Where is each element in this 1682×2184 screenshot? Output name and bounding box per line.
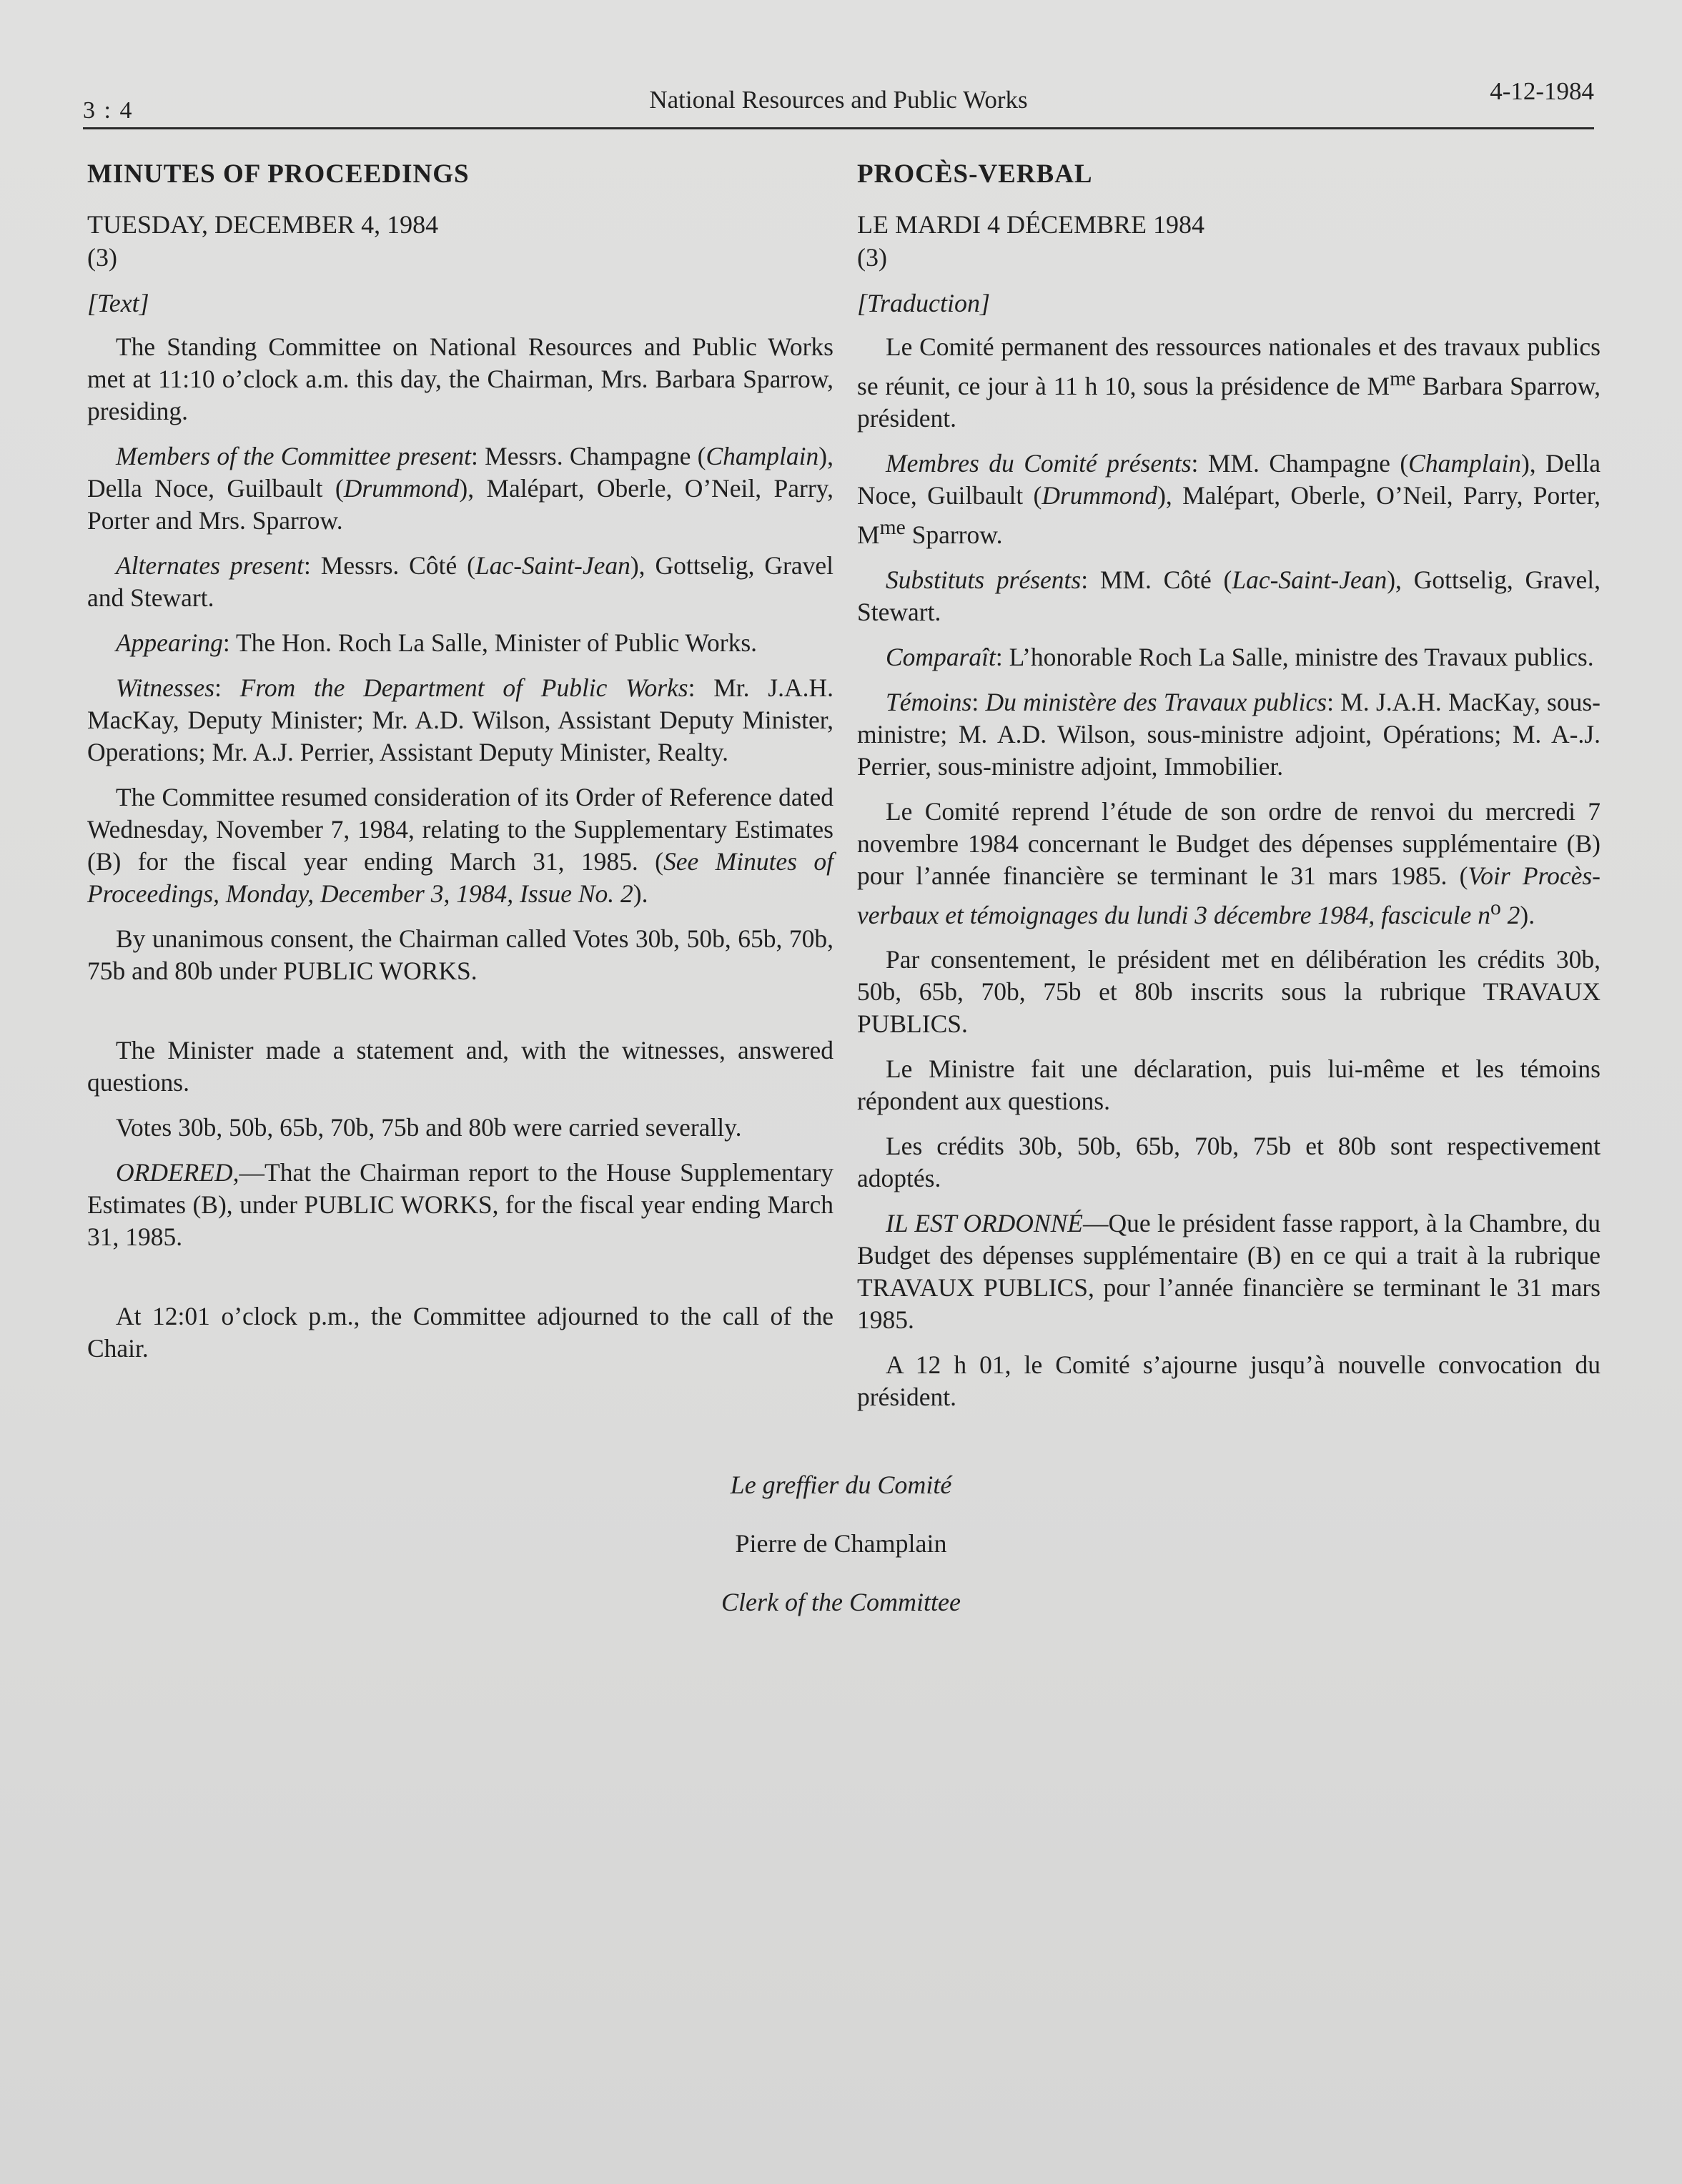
translation-tag: [Traduction] (857, 289, 991, 317)
statement-paragraph-fr: Le Ministre fait une déclaration, puis lui-même et les témoins répondent aux questions. (857, 1054, 1601, 1116)
opening-paragraph-fr (857, 331, 1601, 435)
text-run: ), Malépart, Oberle, O’Neil, Parry, Porter and Mrs. Sparrow. (87, 474, 833, 535)
ordered-paragraph (87, 1157, 833, 1253)
members-paragraph (87, 440, 833, 537)
alternates-label: Alternates present (116, 551, 305, 580)
text-run: : The Hon. Roch La Salle, Minister of Public Works. (222, 628, 758, 657)
text-run: : MM. Champagne ( (1191, 448, 1409, 478)
cross-reference: See Minutes of Proceedings, Monday, December 3, 1984, Issue No. 2 (87, 847, 834, 908)
witnesses-paragraph (87, 672, 833, 769)
page-header (83, 77, 1594, 129)
votes-called-paragraph: By unanimous consent, the Chairman called Votes 30b, 50b, 65b, 70b, 75b and 80b under PUBLIC WORKS. (87, 924, 833, 985)
riding-name: Lac-Saint-Jean (475, 551, 630, 580)
riding-name: Drummond (1042, 480, 1158, 510)
riding-name: Drummond (343, 474, 460, 503)
text-run: : Messrs. Champagne ( (471, 442, 706, 470)
opening-paragraph: The Standing Committee on National Resources and Public Works met at 11:10 o’clock a.m. this day, the Chairman, Mrs. Barbara Sparrow, presiding. (87, 332, 833, 425)
substitutes-paragraph-fr (857, 564, 1601, 628)
text-run: ), Della Noce, Guilbault ( (87, 442, 833, 503)
statement-paragraph: The Minister made a statement and, with the witnesses, answered questions. (87, 1036, 833, 1097)
english-column (87, 159, 833, 1378)
clerk-title-fr: Le greffier du Comité (730, 1471, 952, 1499)
french-column (857, 159, 1601, 1426)
page-number: 3 : 4 (83, 97, 134, 124)
text-run: —That the Chairman report to the House Supplementary Estimates (B), under PUBLIC WORKS, for the fiscal year ending March 31, 1985. (87, 1158, 833, 1251)
cross-reference: 2 (1500, 900, 1520, 929)
witnesses-label-fr: Témoins (886, 687, 972, 716)
text-tag: [Text] (87, 289, 149, 317)
text-run: —Que le président fasse rapport, à la Chambre, du Budget des dépenses supplémentaire (B) en ce qui a trait à la rubrique TRAVAUX PUBLICS, pour l’année financière se terminant le 31 mars 1985. (857, 1209, 1601, 1335)
signature-block (0, 1469, 1682, 1645)
ordered-paragraph-fr (857, 1207, 1601, 1336)
text-run: The Committee resumed consideration of its Order of Reference dated Wednesday, November 7, 1984, relating to the Supplementary Estimates (B) for the fiscal year ending March 31, 1985. ( (87, 783, 833, 876)
text-run: Le Comité permanent des ressources nationales et des travaux publics se réunit, ce jour à 11 h 10, sous la présidence de M (857, 332, 1601, 400)
riding-name: Champlain (1408, 448, 1521, 478)
text-run: : (971, 687, 986, 716)
appearing-paragraph-fr (857, 641, 1601, 673)
text-run: Le Comité reprend l’étude de son ordre de renvoi du mercredi 7 novembre 1984 concernant le Budget des dépenses supplémentaire (B) pour l’année financière se terminant le 31 mars 1985. ( (857, 796, 1601, 890)
meeting-date: TUESDAY, DECEMBER 4, 1984 (87, 210, 439, 239)
appearing-paragraph (87, 627, 833, 659)
text-run: : L’honorable Roch La Salle, ministre des Travaux publics. (995, 642, 1594, 671)
members-label: Members of the Committee present (116, 442, 472, 470)
adjournment-paragraph: At 12:01 o’clock p.m., the Committee adjourned to the call of the Chair. (87, 1302, 833, 1363)
text-run: ), Gottselig, Gravel and Stewart. (87, 551, 833, 612)
header-date: 4-12-1984 (1490, 77, 1594, 105)
meeting-number: (3) (87, 243, 117, 272)
text-run: : M. J.A.H. MacKay, sous-ministre; M. A.D. Wilson, sous-ministre adjoint, Opérations; M. A-.J. Perrier, sous-ministre adjoint, Immobilier. (857, 687, 1601, 781)
clerk-title-en: Clerk of the Committee (721, 1588, 961, 1616)
superscript: me (879, 515, 906, 539)
text-run: ), Della Noce, Guilbault ( (857, 448, 1601, 510)
text-run: : (214, 673, 240, 702)
text-run: : Mr. J.A.H. MacKay, Deputy Minister; Mr. A.D. Wilson, Assistant Deputy Minister, Operations; Mr. A.J. Perrier, Assistant Deputy Minister, Realty. (87, 673, 833, 766)
text-run: ). (1520, 900, 1535, 929)
order-of-reference-paragraph-fr (857, 796, 1601, 932)
proces-verbal-heading: PROCÈS-VERBAL (857, 159, 1093, 189)
votes-carried-paragraph-fr: Les crédits 30b, 50b, 65b, 70b, 75b et 80b sont respectivement adoptés. (857, 1132, 1601, 1193)
meeting-date-fr: LE MARDI 4 DÉCEMBRE 1984 (857, 210, 1204, 239)
riding-name: Lac-Saint-Jean (1232, 565, 1387, 594)
superscript: me (1390, 367, 1416, 390)
text-run: : MM. Côté ( (1081, 565, 1232, 594)
ordered-label: ORDERED, (116, 1158, 239, 1187)
witnesses-paragraph-fr (857, 686, 1601, 783)
substitutes-label-fr: Substituts présents (886, 565, 1082, 594)
votes-called-paragraph-fr: Par consentement, le président met en délibération les crédits 30b, 50b, 65b, 70b, 75b et 80b inscrits sous la rubrique TRAVAUX PUBLICS. (857, 945, 1601, 1039)
minutes-heading: MINUTES OF PROCEEDINGS (87, 159, 470, 189)
members-paragraph-fr (857, 448, 1601, 551)
appearing-label-fr: Comparaît (886, 642, 996, 671)
text-run: Sparrow. (905, 520, 1003, 549)
order-of-reference-paragraph (87, 781, 833, 910)
text-run: : Messrs. Côté ( (304, 551, 475, 580)
riding-name: Champlain (706, 442, 819, 470)
witnesses-label: Witnesses (116, 673, 215, 702)
alternates-paragraph (87, 550, 833, 614)
text-run: Barbara Sparrow, président. (857, 371, 1601, 433)
clerk-name: Pierre de Champlain (735, 1529, 947, 1558)
text-run: ), Malépart, Oberle, O’Neil, Parry, Porter, M (857, 480, 1601, 549)
department-name: From the Department of Public Works (239, 673, 688, 702)
adjournment-paragraph-fr: A 12 h 01, le Comité s’ajourne jusqu’à nouvelle convocation du président. (857, 1350, 1601, 1412)
superscript: o (1490, 896, 1501, 919)
cross-reference: Voir Procès-verbaux et témoignages du lundi 3 décembre 1984, fascicule n (857, 861, 1601, 929)
running-title: National Resources and Public Works (649, 86, 1028, 114)
text-run: ), Gottselig, Gravel, Stewart. (857, 565, 1601, 626)
ordered-label-fr: IL EST ORDONNÉ (886, 1209, 1083, 1238)
votes-carried-paragraph: Votes 30b, 50b, 65b, 70b, 75b and 80b were carried severally. (116, 1113, 742, 1142)
meeting-number-fr: (3) (857, 243, 887, 272)
members-label-fr: Membres du Comité présents (886, 448, 1192, 478)
department-name: Du ministère des Travaux publics (985, 687, 1327, 716)
text-run: ). (633, 879, 648, 908)
appearing-label: Appearing (116, 628, 223, 657)
